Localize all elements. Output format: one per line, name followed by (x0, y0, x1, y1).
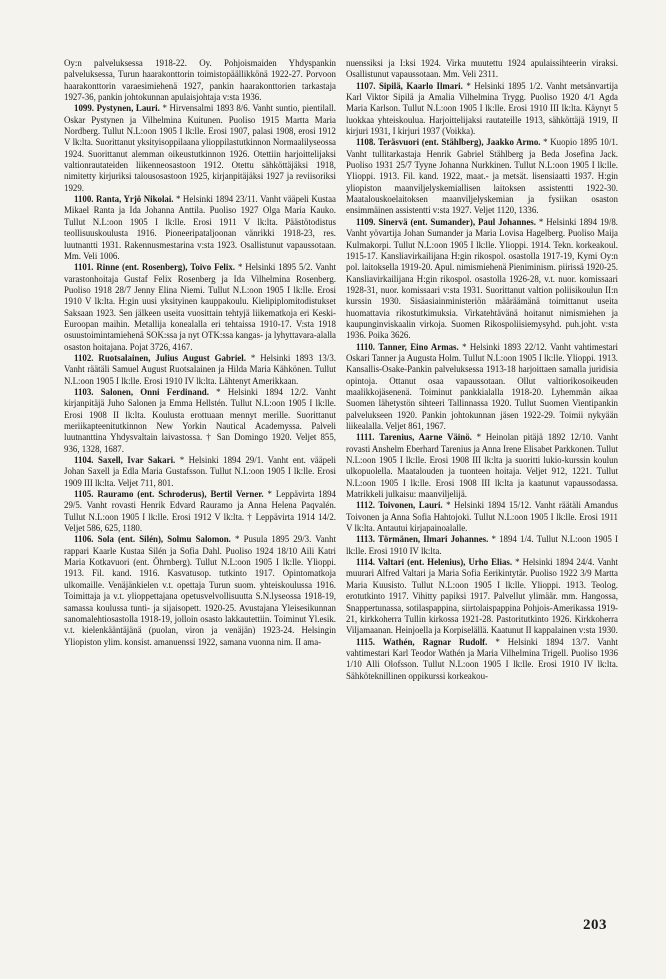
biography-entry (64, 534, 336, 647)
entry-heading: 1100. Ranta, Yrjö Nikolai. (74, 194, 174, 205)
entry-heading: 1110. Tanner, Eino Armas. (356, 341, 459, 352)
biography-entry (346, 637, 618, 682)
entry-heading: 1108. Teräsvuori (ent. Stählberg), Jaakko Armo. (356, 137, 541, 148)
biography-entry (346, 137, 618, 216)
entry-heading: 1101. Rinne (ent. Rosenberg), Toivo Felix. (74, 262, 236, 273)
entry-heading: 1102. Ruotsalainen, Julius August Gabriel. (74, 352, 246, 363)
right-column (346, 58, 618, 682)
entry-text: * Helsinki 1894 13/7. Vanht vahtimestari Karl Teodor Wathén ja Maria Vilhelmina Trigell. Puoliso 1936 1/10 Alli Olofsson. Tullut N.L:oon 1905 I lk:lle. Erosi 1910 IV lk:lta. Sähköteknillinen oppikurssi korkeakou- (346, 636, 618, 681)
entry-text: * Helsinki 1895 1/2. Vanht metsänvartija Karl Viktor Sipilä ja Amalia Vilhelmina Trygg. Puoliso 1920 4/1 Agda Maria Karlson. Tullut N.L:oon 1905 I lk:lle. Erosi 1910 III lk:lta. Käynyt 5 luokkaa yhteiskoulua. Harjoittelijaksi rautateille 1913, sähköttäjä 1919, II kirjuri 1931, I kirjuri 1937 (Voikka). (346, 80, 618, 137)
entry-text: * Helsinki 1894 29/1. Vanht ent. vääpeli Johan Saxell ja Edla Maria Gustafsson. Tullut N.L:oon 1905 I lk:lle. Erosi 1909 III lk:lta. Veljet 711, 801. (64, 455, 336, 488)
biography-entry (64, 262, 336, 353)
biography-entry (64, 489, 336, 534)
entry-heading: 1105. Rauramo (ent. Schroderus), Bertil Verner. (74, 489, 264, 500)
entry-text: * Heinolan pitäjä 1892 12/10. Vanht rovasti Anshelm Eberhard Tarenius ja Anna Irene Elisabet Parkkonen. Tullut N.L:oon 1905 I lk:lle. Erosi 1908 III lk:lta ja suoritti lukio-kurssin koulun ulkopuolella. Maatalouden ja tuonteen hoitaja. Veljet 912, 1221. Tullut N.L:oon 1905 I lk:lle. Erosi 1908 III lk:lta ja kaatunut vapaussodassa. Matrikkeli julkaisu: maanviljelijä. (346, 432, 618, 500)
biography-entry (346, 557, 618, 636)
entry-text: * Pusula 1895 29/3. Vanht rappari Kaarle Kustaa Silén ja Sofia Dahl. Puoliso 1924 18/10 Aili Katri Maria Kotkavuori (ent. Öhrnberg). Tullut N.L:oon 1905 I lk:lle. Ylioppi. 1913. Fil. kand. 1916. Kasvatusop. tutkinto 1917. Opintomatkoja ulkomaille. Venäjänkielen v.t. opettaja Turun suom. yhteiskoulussa 1916. Toimittaja ja v.t. ylioppettajana opetusvelvollisuutta S.N.lyseossa 1918-19, samassa koulussa tunti- ja sijaisopett. 1920-25. Avustajana Yleisesikunnan sanomalehtiosastolla 1918-19, jolloin osasto lakkautettiin. Toiminut Yl.esik. v.t. kielenkääntäjänä (puolan, viron ja venäjän) 1923-24. Helsingin Yliopiston ylim. konsist. amanuenssi 1922, samana vuonna nim. II ama- (64, 534, 336, 647)
entry-text: Oy:n palveluksessa 1918-22. Oy. Pohjoismaiden Yhdyspankin palveluksessa, Turun haarakonttorin toimistopäällikkönä 1922-27. Porvoon haarakonttorin varaesimiehenä 1927, pankin haarakonttorien tarkastaja 1927-36, pankin johtokunnan apulaisjohtaja v:sta 1936. (64, 58, 336, 103)
biography-entry (346, 81, 618, 138)
biography-entry (64, 194, 336, 262)
biography-entry (346, 432, 618, 500)
biography-entry (64, 353, 336, 387)
entry-text: * Helsinki 1894 12/2. Vanht kirjanpitäjä Juho Salonen ja Emma Hellstén. Tullut N.L:oon 1905 I lk:lle. Erosi 1908 II lk:lta. Koulusta erottuaan mennyt merille. Suorittanut meriikapteenitutkinnon New Yorkin Nautical Academyssa. Palveli luutnanttina Yhdysvaltain laivastossa. † San Domingo 1920. Veljet 855, 936, 1328, 1687. (64, 386, 336, 454)
entry-text: * Helsinki 1893 13/3. Vanht räätäli Samuel August Ruotsalainen ja Hilda Maria Kähkönen. Tullut N.L:oon 1905 I lk:lle. Erosi 1910 IV lk:lta. Lähtenyt Amerikkaan. (64, 352, 336, 386)
entry-heading: 1115. Wathén, Ragnar Rudolf. (356, 636, 488, 647)
page-number: 203 (583, 917, 607, 933)
biography-entry (346, 217, 618, 342)
entry-heading: 1107. Sipilä, Kaarlo Ilmari. (356, 80, 463, 91)
entry-heading: 1103. Salonen, Onni Ferdinand. (74, 386, 209, 397)
biography-entry (64, 387, 336, 455)
entry-continuation (346, 58, 618, 81)
entry-text: * Helsinki 1894 19/8. Vanht yövartija Johan Sumander ja Maria Lovisa Hagelberg. Puoliso Maija Kulmakorpi. Tullut N.L:oon 1905 I lk:lle. Ylioppi. 1914. Tekn. korkeakoul. 1915-17. Kansliavirkailijana H:gin rikospol. osastolla 1917-19, Kymi Oy:n pol. laitoksella 1919-20. Apul. nimismiehenä Pieniminism. piirissä 1920-25. Kansliavirkailijana H:gin rikospol. osastolla 1926-28, v.t. nuor. komissaari 1928-31, nuor. komissaari v:sta 1931. Suorittanut valtion poliisikoulun II:n kurssin 1930. Sisäasiainministeriön määräämänä toimittanut useita huomattavia rikostutkimuksia. Virkatehtävänä hoitanut nimismiehen ja kaupunginviskaalin virkoja. Suomen Rikospoliisiemysyhd. puh.joht. v:sta 1936. Poika 3626. (346, 216, 618, 341)
biography-entry (346, 534, 618, 557)
entry-heading: 1104. Saxell, Ivar Sakari. (74, 455, 176, 466)
entry-heading: 1114. Valtari (ent. Helenius), Urho Elias. (356, 557, 513, 568)
entry-heading: 1109. Sinervä (ent. Sumander), Paul Johannes. (356, 216, 536, 227)
entry-heading: 1113. Törmänen, Ilmari Johannes. (356, 534, 489, 545)
entry-text: * Hirvensalmi 1893 8/6. Vanht suntio, pientilall. Oskar Pystynen ja Vilhelmina Kuitunen. Puoliso 1915 Martta Maria Nordberg. Tullut N.L:oon 1905 I lk:lle. Erosi 1907, palasi 1908, erosi 1912 V lk:lta. Suorittanut yksityisoppilaana ylioppilastutkinnon Normaalilyseossa 1924. Suorittanut alemman oikeustutkinnon 1926. Otettiin harjoittelijaksi valtionrautateiden liikenneosastoon 1912. Otettu sähköttäjäksi 1918, nimitetty kirjuriksi talousosastoon 1925, kirjanpitäjäksi 1927 ja reviisoriksi 1929. (64, 103, 336, 193)
entry-continuation (64, 58, 336, 103)
entry-text: * Kuopio 1895 10/1. Vanht tullitarkastaja Henrik Gabriel Stählberg ja Beda Josefina Jack. Puoliso 1931 25/7 Tyyne Johanna Nurkkinen. Tullut N.L:oon 1905 I lk:lle. Ylioppi. 1913. Fil. kand. 1922, maat.- ja metsät. lisensiaatti 1937. H:gin yliopiston maanviljelyskemiallisen laitoksen assistentti 1922-30. Maatalouskoelaitoksen maanviljelyskemian ja fysiikan osaston ensimmäinen assistentti v:sta 1927. Veljet 1120, 1336. (346, 137, 618, 216)
entry-heading: 1112. Toivonen, Lauri. (356, 500, 443, 511)
left-column (64, 58, 336, 648)
entry-text: * Helsinki 1895 5/2. Vanht varastonhoitaja Gustaf Felix Rosenberg ja Ida Vilhelmina Rosenberg. Puoliso 1918 28/7 Jenny Elina Niemi. Tullut N.L:oon 1905 I lk:lle. Erosi 1910 V lk:lta. H:gin uusi yksityinen kauppakoulu. Kielipiplomitodistukset Saksaan 1923. Sen jälkeen useita vuosittain tehtyjä liikematkoja eri Keski-Euroopan maihin. Metallija konealalla eri tehtaissa 1910-17. V:sta 1918 osuustoimintamiehenä SOK:ssa ja nyt OTK:ssa kangas- ja lyhyttavara-alalla osaston hoitajana. Pojat 3726, 4167. (64, 262, 336, 352)
entry-text: * Helsinki 1894 24/4. Vanht muurari Alfred Valtari ja Maria Sofia Eerikintytär. Puoliso 1922 3/9 Martta Maria Kuusisto. Tullut N.L:oon 1905 I lk:lle. Ylioppi. 1913. Teolog. erotutkinto 1917. Vihitty papiksi 1917. Palvellut ylimäär. mm. Hangossa, Snappertunassa, sotilaspappina, siirtolaispappina Pohjois-Amerikassa 1919-21, kirkkoherra Tullin kirkossa 1921-28. Pastoritutkinto 1926. Kirkkoherra Viljamaanan. Heinjoella ja Korpiselällä. Kaatunut II kappalainen v:sta 1930. (346, 557, 618, 636)
entry-heading: 1106. Sola (ent. Silén), Solmu Salomon. (74, 534, 231, 545)
entry-text: * 1894 1/4. Tullut N.L:oon 1905 I lk:lle. Erosi 1910 IV lk:lta. (346, 534, 618, 556)
biography-entry (64, 455, 336, 489)
entry-text: * Helsinki 1894 15/12. Vanht räätäli Amandus Toivonen ja Anna Sofia Hahtojoki. Tullut N.L:oon 1905 I lk:lle. Erosi 1911 V lk:lta. Antautui kirjapainoalalle. (346, 500, 619, 534)
entry-heading: 1111. Tarenius, Aarne Väinö. (356, 432, 472, 443)
biography-entry (346, 342, 618, 433)
entry-text: nuenssiksi ja I:ksi 1924. Virka muutettu 1924 apulaissihteerin viraksi. Osallistunut vapaussotaan. Mm. Veli 2311. (346, 58, 618, 80)
entry-text: * Leppävirta 1894 29/5. Vanht rovasti Henrik Edvard Rauramo ja Anna Helena Paqvalén. Tullut N.L:oon 1905 I lk:lle. Erosi 1912 V lk:lta. † Leppävirta 1914 14/2. Veljet 586, 625, 1180. (64, 489, 336, 534)
entry-heading: 1099. Pystynen, Lauri. (74, 103, 160, 114)
biography-entry (346, 500, 618, 534)
entry-text: * Helsinki 1894 23/11. Vanht vääpeli Kustaa Mikael Ranta ja Ida Johanna Anttila. Puoliso 1927 Olga Maria Kauko. Tullut N.L:oon 1905 I lk:lle. Erosi 1911 V lk:lta. Päästötodistus teollisuuskoulusta 1916. Pioneeripataljoonan vänrikki 1918-23, res. luutnantti 1931. Rakennusmestarina v:sta 1923. Osallistunut vapaussotaan. Mm. Veli 1006. (64, 194, 336, 261)
biography-entry (64, 103, 336, 194)
entry-text: * Helsinki 1893 22/12. Vanht vahtimestari Oskari Tanner ja Augusta Holm. Tullut N.L:oon 1905 I lk:lle. Ylioppi. 1913. Kansallis-Osake-Pankin palveluksessa 1913-18 harjoittaen samalla juridisia opintoja. Ottanut osaa vapaussotaan. Ollut valtiorikosoikeuden maalikkojäsenenä. Toiminut pankkialalla 1918-20. Lyhemmän aikaa Suomen lähetystön sihteeri Tallinnassa 1920. Tullut Suomen Vientipankin palvelukseen 1920. Pankin johtokunnan jäsen 1922-29. Toimii nykyään liikealalla. Veljet 861, 1967. (346, 341, 619, 431)
